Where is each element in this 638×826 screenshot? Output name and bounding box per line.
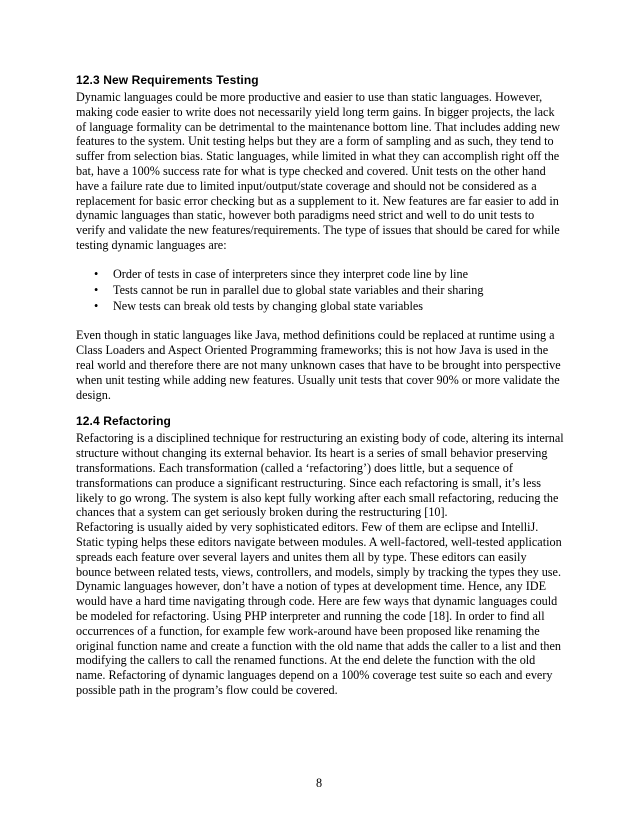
testing-issues-list [76,266,564,315]
page-content [76,73,564,698]
paragraph-new-requirements-intro: Dynamic languages could be more productive and easier to use than static languages. However, making code easier to write does not necessarily yield long term gains. In bigger projects, the lack of language formality can be detrimental to the maintenance bottom line. That includes adding new features to the system. Unit testing helps but they are a form of sampling and as such, they tend to suffer from selection bias. Static languages, while limited in what they can accomplish right off the bat, have a 100% success rate for what is type checked and covered. Unit tests on the other hand have a failure rate due to limited input/output/state coverage and should not be considered as a replacement for basic error checking but as a supplement to it. New features are far easier to add in dynamic languages than static, however both paradigms need strict and well to do unit tests to verify and validate the new features/requirements. The type of issues that should be cared for while testing dynamic languages are: [76,90,561,252]
page-number: 8 [315,776,323,790]
paragraph-refactoring-definition: Refactoring is a disciplined technique for restructuring an existing body of code, altering its internal structure without changing its external behavior. Its heart is a series of small behavior preserving transformations. Each transformation (called a ‘refactoring’) does little, but a sequence of transformations can produce a significant restructuring. Since each refactoring is small, it’s less likely to go wrong. The system is also kept fully working after each small refactoring, reducing the chances that a system can get seriously broken during the restructuring [10]. [76,431,564,520]
list-item [94,282,564,298]
list-item [94,266,564,282]
list-item-text: Tests cannot be run in parallel due to global state variables and their sharing [113,282,484,297]
paragraph-static-languages-java: Even though in static languages like Java, method definitions could be replaced at runtime using a Class Loaders and Aspect Oriented Programming frameworks; this is not how Java is used in the real world and therefore there are not many unknown cases that have to be brought into perspective when unit testing while adding new features. Usually unit tests that cover 90% or more validate the design. [76,328,561,402]
section-heading-new-requirements-testing: 12.3 New Requirements Testing [76,73,259,87]
bullet-icon: • [94,282,99,297]
paragraph-refactoring-editors: Refactoring is usually aided by very sophisticated editors. Few of them are eclipse and IntelliJ. Static typing helps these editors navigate between modules. A well-factored, well-tested application spreads each feature over several layers and unites them all by type. These editors can easily bounce between related tests, views, controllers, and models, simply by tracking the types they use. Dynamic languages however, don’t have a notion of types at development time. Hence, any IDE would have a hard time navigating through code. Here are few ways that dynamic languages could be modeled for refactoring. Using PHP interpreter and running the code [18]. In order to find all occurrences of a function, for example few work-around have been proposed like renaming the original function name and create a function with the old name that adds the caller to a list and then modifying the callers to call the renamed functions. At the end delete the function with the old name. Refactoring of dynamic languages depend on a 100% coverage test suite so each and every possible path in the program’s flow could be covered. [76,520,562,697]
section-heading-refactoring: 12.4 Refactoring [76,414,171,429]
bullet-icon: • [94,299,99,314]
list-item-text: New tests can break old tests by changing global state variables [113,299,424,314]
bullet-icon: • [94,266,99,281]
list-item [94,298,564,314]
list-item-text: Order of tests in case of interpreters since they interpret code line by line [113,266,468,281]
